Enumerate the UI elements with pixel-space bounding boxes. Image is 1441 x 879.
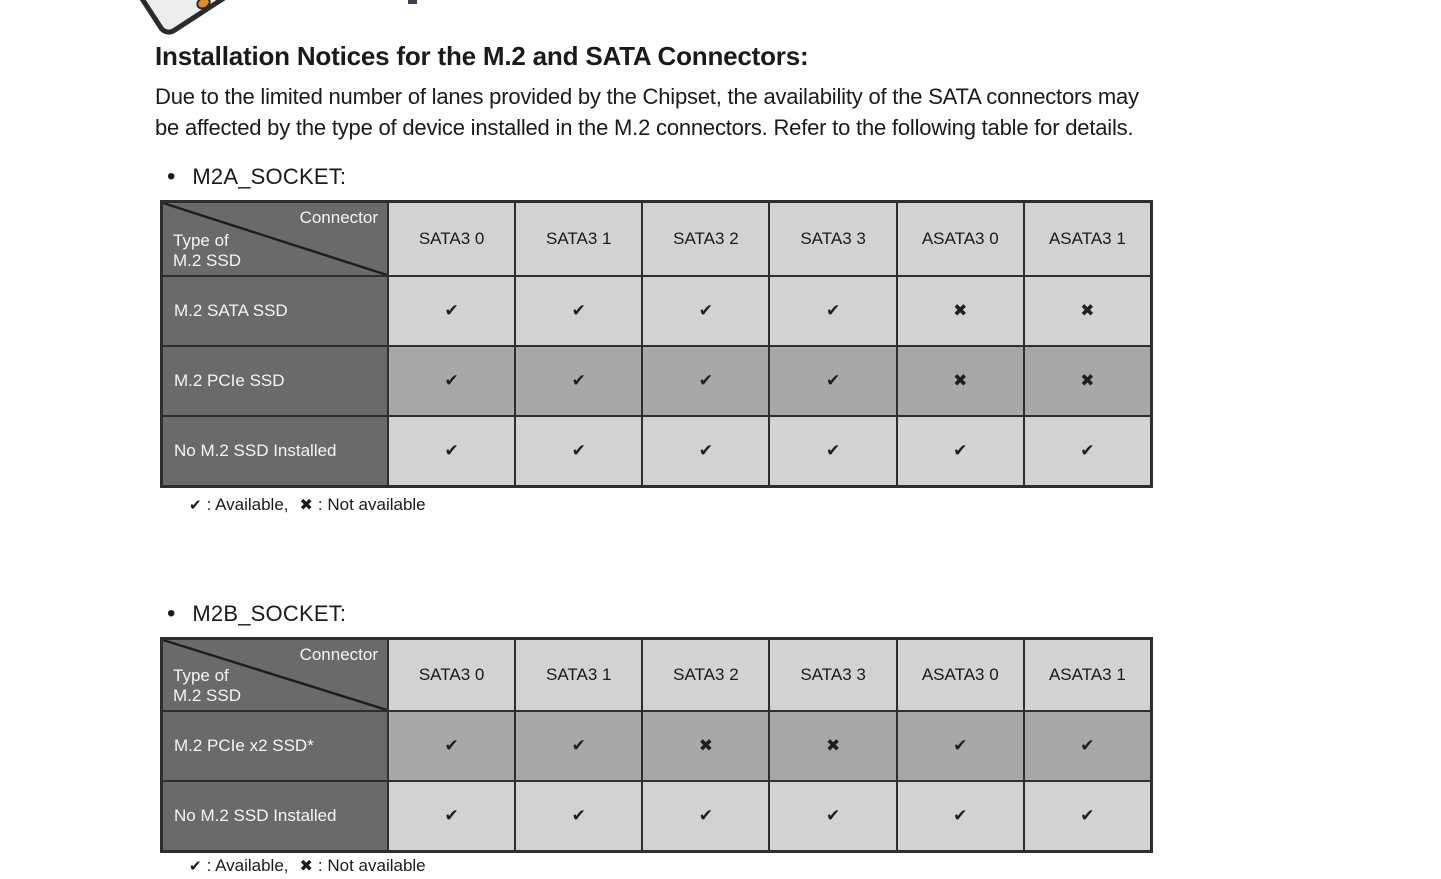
row-label: No M.2 SSD Installed [163,782,387,850]
available-check-icon: ✔ [770,347,895,415]
corner-type-line-2: M.2 SSD [173,686,242,705]
intro-line-2: be affected by the type of device installed in the M.2 connectors. Refer to the following table for details. [155,115,1134,140]
section-m2a-title: M2A_SOCKET: [192,164,347,189]
row-label: No M.2 SSD Installed [163,417,387,485]
corner-connector-label: Connector [299,208,378,227]
cross-icon: ✖ [299,858,313,875]
section-m2b-title: M2B_SOCKET: [192,601,347,626]
m2b-table-legend [189,856,426,876]
legend-available-label: : Available, [206,495,289,514]
row-label: M.2 PCIe SSD [163,347,387,415]
column-header: SATA3 2 [643,203,768,275]
not-available-cross-icon: ✖ [1025,277,1150,345]
check-icon: ✔ [189,858,202,875]
available-check-icon: ✔ [643,347,768,415]
column-header: SATA3 1 [516,640,641,710]
not-available-cross-icon: ✖ [898,347,1023,415]
available-check-icon: ✔ [770,782,895,850]
column-header: SATA3 3 [770,203,895,275]
available-check-icon: ✔ [389,712,514,780]
corner-connector-label: Connector [299,645,378,664]
column-header: SATA3 0 [389,640,514,710]
bullet-icon: • [167,600,176,627]
column-header: SATA3 0 [389,203,514,275]
available-check-icon: ✔ [389,347,514,415]
corner-type-label [173,231,241,271]
available-check-icon: ✔ [898,712,1023,780]
legend-not-available-label: : Not available [317,856,426,875]
m2a-table-legend [189,495,426,515]
column-header: SATA3 1 [516,203,641,275]
not-available-cross-icon: ✖ [770,712,895,780]
check-icon: ✔ [189,497,202,514]
available-check-icon: ✔ [1025,417,1150,485]
intro-line-1: Due to the limited number of lanes provided by the Chipset, the availability of the SATA connectors may [155,84,1139,109]
available-check-icon: ✔ [1025,712,1150,780]
legend-not-available-label: : Not available [317,495,426,514]
available-check-icon: ✔ [898,782,1023,850]
available-check-icon: ✔ [389,277,514,345]
available-check-icon: ✔ [516,347,641,415]
available-check-icon: ✔ [516,782,641,850]
clipped-text-fragment [408,0,417,4]
column-header: ASATA3 1 [1025,203,1150,275]
cross-icon: ✖ [299,497,313,514]
column-header: SATA3 3 [770,640,895,710]
available-check-icon: ✔ [643,417,768,485]
available-check-icon: ✔ [898,417,1023,485]
corner-type-line-2: M.2 SSD [173,251,242,270]
column-header: SATA3 2 [643,640,768,710]
column-header: ASATA3 0 [898,640,1023,710]
corner-cell [163,640,387,710]
row-label: M.2 PCIe x2 SSD* [163,712,387,780]
m2b-socket-table [160,637,1153,853]
intro-paragraph [155,81,1139,143]
not-available-cross-icon: ✖ [898,277,1023,345]
available-check-icon: ✔ [389,417,514,485]
section-m2a-heading [167,163,346,191]
bullet-icon: • [167,163,176,190]
page-title: Installation Notices for the M.2 and SATA Connectors: [155,41,809,71]
corner-type-line-1: Type of [173,231,229,250]
note-pencil-icon [111,0,249,39]
available-check-icon: ✔ [643,277,768,345]
available-check-icon: ✔ [516,417,641,485]
column-header: ASATA3 0 [898,203,1023,275]
corner-cell [163,203,387,275]
legend-available-label: : Available, [206,856,289,875]
available-check-icon: ✔ [1025,782,1150,850]
available-check-icon: ✔ [389,782,514,850]
not-available-cross-icon: ✖ [1025,347,1150,415]
available-check-icon: ✔ [770,417,895,485]
m2a-socket-table [160,200,1153,488]
corner-type-line-1: Type of [173,666,229,685]
section-m2b-heading [167,600,346,628]
not-available-cross-icon: ✖ [643,712,768,780]
column-header: ASATA3 1 [1025,640,1150,710]
available-check-icon: ✔ [516,712,641,780]
available-check-icon: ✔ [643,782,768,850]
available-check-icon: ✔ [770,277,895,345]
corner-type-label [173,666,241,706]
row-label: M.2 SATA SSD [163,277,387,345]
available-check-icon: ✔ [516,277,641,345]
